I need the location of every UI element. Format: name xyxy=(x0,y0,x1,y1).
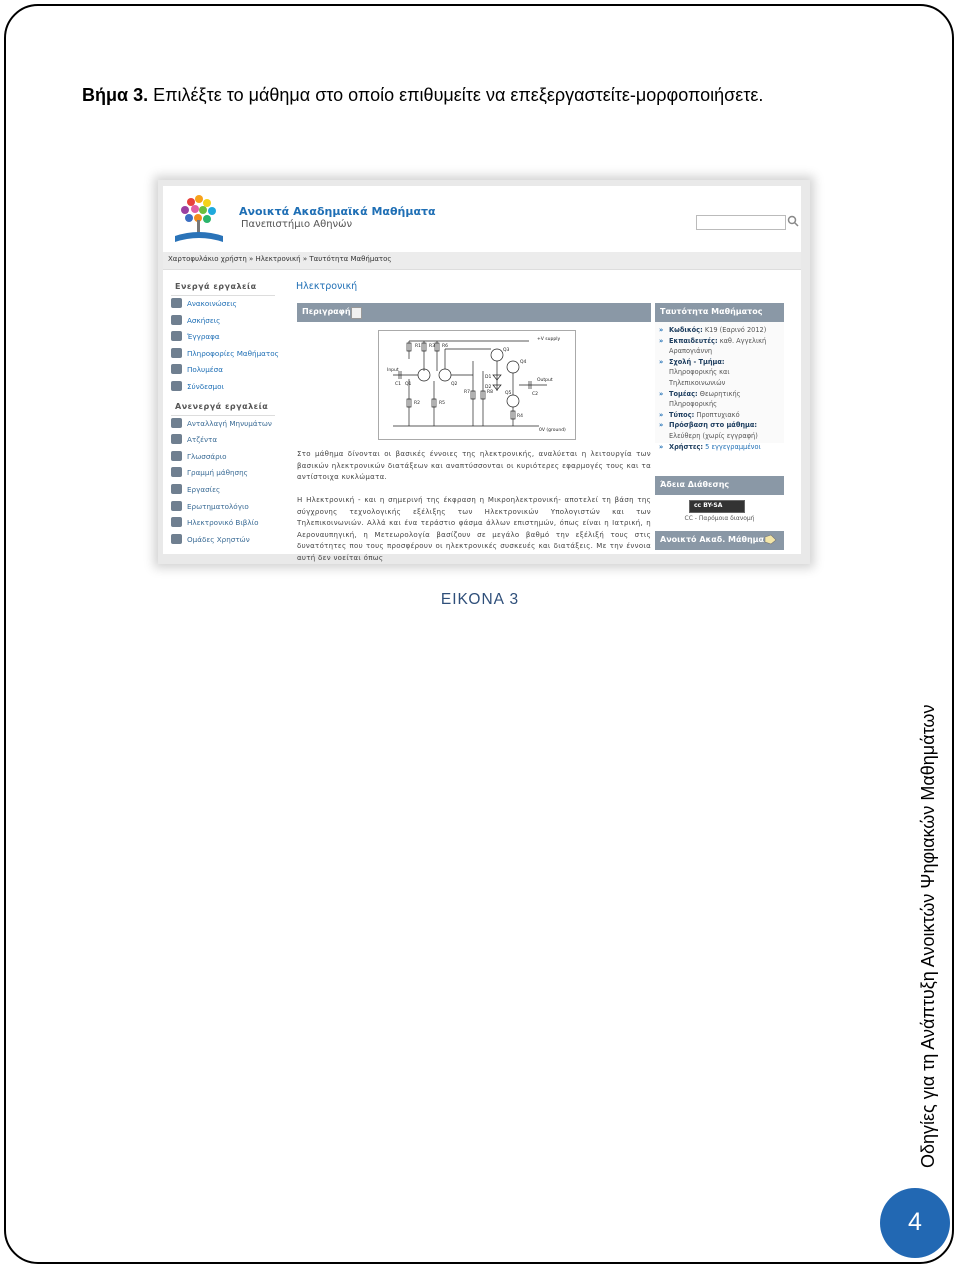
glossary-icon xyxy=(171,451,182,461)
code-key: Κωδικός: xyxy=(669,326,703,334)
sidebar-item-label: Ατζέντα xyxy=(187,435,218,445)
identity-header xyxy=(655,303,784,322)
access-key: Πρόσβαση στο μάθημα: xyxy=(669,421,758,430)
sidebar-item-label: Ασκήσεις xyxy=(187,315,221,325)
users-icon xyxy=(171,534,182,544)
sidebar-item-course-info[interactable] xyxy=(167,346,279,363)
q3-label: Q3 xyxy=(503,348,510,353)
instructors-key: Εκπαιδευτές: xyxy=(669,336,718,345)
d2-label: D2 xyxy=(485,385,492,390)
sidebar-item-agenda[interactable] xyxy=(167,432,279,449)
page-number-badge xyxy=(880,1188,950,1258)
school-row xyxy=(659,357,784,368)
tree-logo-icon xyxy=(169,192,229,248)
sidebar-item-assignments[interactable] xyxy=(167,482,279,499)
type-value: Προπτυχιακό xyxy=(696,410,740,419)
tools-sidebar xyxy=(167,276,279,554)
access-row xyxy=(659,420,784,431)
input-label: Input xyxy=(387,368,399,373)
sidebar-item-ebook[interactable] xyxy=(167,515,279,532)
license-header xyxy=(655,476,784,495)
step-instruction xyxy=(82,84,902,106)
inactive-tools-heading: Ανενεργά εργαλεία xyxy=(175,401,269,411)
sector-value-2: Πληροφορικής xyxy=(669,400,717,409)
folder-icon xyxy=(171,331,182,341)
sidebar-item-label: Γραμμή μάθησης xyxy=(187,468,248,478)
sidebar-item-label: Γλωσσάριο xyxy=(187,451,227,461)
c1-label: C1 xyxy=(395,382,402,387)
instructors-row xyxy=(659,336,784,347)
tag-icon xyxy=(171,348,182,358)
q4-label: Q4 xyxy=(520,360,527,365)
search-input[interactable] xyxy=(696,215,786,230)
q1-label: Q1 xyxy=(405,382,412,387)
description-paragraph-1: Στο μάθημα δίνονται οι βασικές έννοιες της ηλεκτρονικής, αναλύεται η λειτουργία των βασικών ηλεκτρονικών διατάξεων και αναπτύσσονται οι κυριότερες εφαρμογές τους και τα αντίστοιχα κυκλώματα. xyxy=(297,450,651,481)
step-label: Βήμα 3. xyxy=(82,85,149,105)
sector-row xyxy=(659,389,784,400)
r2-label: R2 xyxy=(414,401,420,406)
identity-body xyxy=(655,322,784,451)
open-course-heading: Ανοικτό Ακαδ. Μάθημα xyxy=(660,535,765,544)
supply-label: +V supply xyxy=(537,337,561,342)
breadcrumb[interactable]: Χαρτοφυλάκιο χρήστη » Ηλεκτρονική » Ταυτότητα Μαθήματος xyxy=(168,255,392,263)
questionnaire-icon xyxy=(171,501,182,511)
description-bar xyxy=(297,303,651,322)
license-text: CC - Παρόμοια διανομή xyxy=(684,515,755,522)
code-row xyxy=(659,325,784,336)
type-key: Τύπος: xyxy=(669,410,695,419)
sidebar-item-announcements[interactable] xyxy=(167,296,279,313)
vertical-footer-text: Οδηγίες για τη Ανάπτυξη Ανοικτών Ψηφιακών Μαθημάτων xyxy=(918,704,938,1168)
cc-badge-text: cc BY-SA xyxy=(694,502,723,509)
r4-label: R4 xyxy=(517,414,523,419)
sector-value: Θεωρητικής xyxy=(699,389,741,398)
site-title[interactable]: Ανοικτά Ακαδημαϊκά Μαθήματα xyxy=(239,205,436,218)
sidebar-item-label: Ομάδες Χρηστών xyxy=(187,534,250,544)
instructors-value-2: Αραπογιάννη xyxy=(669,347,713,356)
course-screenshot xyxy=(163,186,801,562)
active-tools-heading: Ενεργά εργαλεία xyxy=(175,282,257,291)
messages-icon xyxy=(171,418,182,428)
r1-label: R1 xyxy=(415,344,421,349)
course-identity-panel xyxy=(655,303,784,451)
sidebar-item-exercises[interactable] xyxy=(167,313,279,330)
clock-icon xyxy=(171,298,182,308)
sidebar-item-messages[interactable] xyxy=(167,416,279,433)
sidebar-item-label: Πληροφορίες Μαθήματος xyxy=(187,348,279,358)
sidebar-item-links[interactable] xyxy=(167,379,279,396)
sidebar-item-label: Ηλεκτρονικό Βιβλίο xyxy=(187,518,259,528)
users-link[interactable]: 5 εγγεγραμμένοι xyxy=(705,442,761,451)
instructors-value: καθ. Αγγελική xyxy=(719,336,767,345)
school-value-2: Τηλεπικοινωνιών xyxy=(669,378,726,387)
sidebar-item-glossary[interactable] xyxy=(167,449,279,466)
sidebar-item-label: Πολυμέσα xyxy=(187,365,223,375)
sidebar-item-label: Σύνδεσμοι xyxy=(187,381,224,391)
sidebar-item-label: Ανακοινώσεις xyxy=(187,299,237,308)
open-course-panel xyxy=(655,531,784,550)
license-panel xyxy=(655,476,784,531)
figure-caption: ΕΙΚΟΝΑ 3 xyxy=(440,591,520,608)
media-icon xyxy=(171,364,182,374)
tag-icon xyxy=(765,535,776,544)
site-header xyxy=(163,186,801,252)
step-text: Επιλέξτε το μάθημα στο οποίο επιθυμείτε να επεξεργαστείτε-μορφοποιήσετε. xyxy=(153,85,764,105)
r3-label: R3 xyxy=(429,344,435,349)
school-value: Πληροφορικής και xyxy=(669,368,730,377)
sector-key: Τομέας: xyxy=(669,389,698,398)
sidebar-item-questionnaire[interactable] xyxy=(167,499,279,516)
course-title: Ηλεκτρονική xyxy=(296,281,358,292)
link-icon xyxy=(171,381,182,391)
breadcrumb-bar xyxy=(163,252,801,270)
d1-label: D1 xyxy=(485,375,492,380)
license-heading: Άδεια Διάθεσης xyxy=(660,480,730,489)
cc-license-badge[interactable] xyxy=(689,500,745,513)
identity-heading: Ταυτότητα Μαθήματος xyxy=(660,307,763,316)
search-icon[interactable] xyxy=(787,215,799,227)
circuit-diagram xyxy=(378,330,576,440)
ebook-icon xyxy=(171,517,182,527)
c2-label: C2 xyxy=(532,392,539,397)
assignments-icon xyxy=(171,484,182,494)
open-course-header[interactable] xyxy=(655,531,784,550)
page-number: 4 xyxy=(908,1208,922,1236)
output-label: Output xyxy=(537,378,553,383)
sidebar-item-user-groups[interactable] xyxy=(167,532,279,549)
r8-label: R8 xyxy=(487,390,493,395)
school-key: Σχολή - Τμήμα: xyxy=(669,357,725,366)
footsteps-icon xyxy=(171,467,182,477)
sidebar-item-label: Ερωτηματολόγιο xyxy=(187,501,249,511)
sidebar-item-label: Έγγραφα xyxy=(187,332,220,342)
users-key: Χρήστες: xyxy=(669,442,704,451)
exercise-icon xyxy=(171,315,182,325)
access-value: Ελεύθερη (χωρίς εγγραφή) xyxy=(669,431,758,440)
sidebar-item-multimedia[interactable] xyxy=(167,362,279,379)
sidebar-item-label: Ανταλλαγή Μηνυμάτων xyxy=(187,418,272,428)
edit-icon[interactable] xyxy=(351,307,362,319)
r5-label: R5 xyxy=(439,401,445,406)
calendar-icon xyxy=(171,434,182,444)
q2-label: Q2 xyxy=(451,382,458,387)
q5-label: Q5 xyxy=(505,391,512,396)
ground-label: 0V (ground) xyxy=(539,428,566,433)
r7-label: R7 xyxy=(464,390,470,395)
code-value: K19 (Εαρινό 2012) xyxy=(704,326,767,334)
license-body xyxy=(655,495,784,531)
sidebar-item-learning-path[interactable] xyxy=(167,465,279,482)
sidebar-item-label: Εργασίες xyxy=(187,484,221,494)
r6-label: R6 xyxy=(442,344,448,349)
type-row xyxy=(659,410,784,421)
sidebar-item-documents[interactable] xyxy=(167,329,279,346)
site-subtitle: Πανεπιστήμιο Αθηνών xyxy=(241,219,353,230)
description-label: Περιγραφή xyxy=(302,307,351,316)
users-row xyxy=(659,442,784,453)
description-paragraph-2: Η Ηλεκτρονική - και η σημερινή της έκφραση η Μικροηλεκτρονική- αποτελεί τη βάση της σύγχρονης τεχνολογικής εξέλιξης των Ηλεκτρονικών Υπολογιστών και των Τηλεπικοινωνιών. Αλλά και ένα τεράστιο φάσμα άλλων επιστημών, όπως είναι η Ιατρική, η Αεροναυπηγική, η Μετεωρολογία βασίζουν σε μεγάλο βαθμό την εξέλιξή τους στις δυνατότητες που τους προσφέρουν οι ηλεκτρονικές συσκευές και διατάξεις. Με την έννοια αυτή δεν νοείται όπως xyxy=(297,496,651,562)
